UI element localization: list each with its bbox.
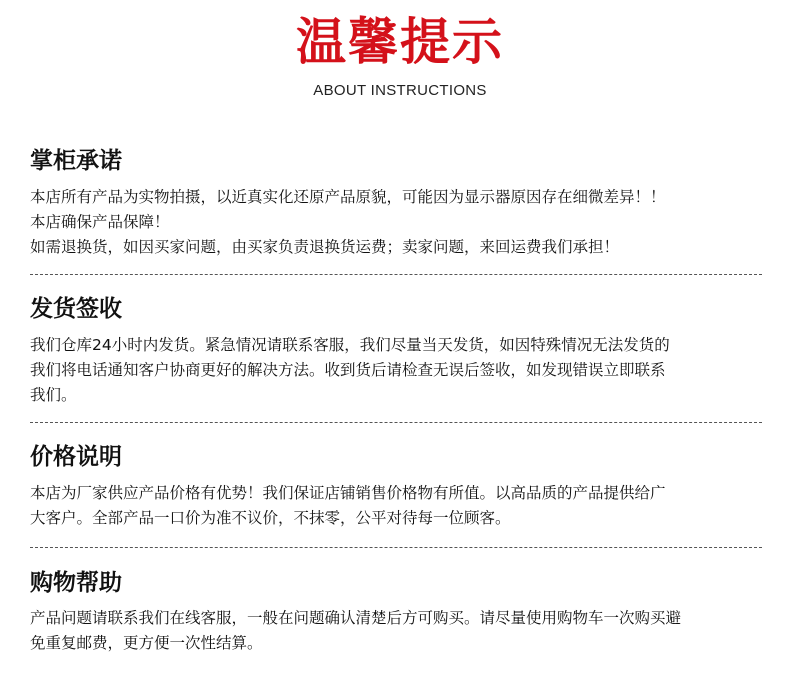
body-line: 本店确保产品保障！ — [30, 213, 170, 231]
section-body-promise — [30, 185, 770, 260]
body-line: 本店为厂家供应产品价格有优势！我们保证店铺销售价格物有所值。以高品质的产品提供给广 — [30, 484, 666, 502]
section-body-price — [30, 481, 770, 531]
body-line: 如需退换货，如因买家问题，由买家负责退换货运费；卖家问题，来回运费我们承担！ — [30, 238, 620, 256]
section-divider — [30, 274, 762, 275]
body-line: 本店所有产品为实物拍摄，以近真实化还原产品原貌，可能因为显示器原因存在细微差异！！ — [30, 188, 666, 206]
body-line: 产品问题请联系我们在线客服，一般在问题确认清楚后方可购买。请尽量使用购物车一次购买避 — [30, 609, 682, 627]
section-heading-help: 购物帮助 — [30, 570, 122, 596]
body-line: 我们将电话通知客户协商更好的解决方法。收到货后请检查无误后签收，如发现错误立即联系 — [30, 361, 666, 379]
body-line: 免重复邮费，更方便一次性结算。 — [30, 634, 263, 652]
section-body-shipping — [30, 333, 770, 408]
section-heading-promise: 掌柜承诺 — [30, 148, 122, 174]
page-subtitle: ABOUT INSTRUCTIONS — [313, 82, 487, 99]
section-divider — [30, 422, 762, 423]
body-line: 我们。 — [30, 386, 77, 404]
body-line: 我们仓库24小时内发货。紧急情况请联系客服，我们尽量当天发货，如因特殊情况无法发货的 — [30, 336, 670, 354]
section-divider — [30, 547, 762, 548]
section-heading-price: 价格说明 — [30, 444, 122, 470]
body-line: 大客户。全部产品一口价为准不议价，不抹零，公平对待每一位顾客。 — [30, 509, 511, 527]
page-title: 温馨提示 — [296, 13, 504, 71]
section-body-help — [30, 606, 770, 656]
section-heading-shipping: 发货签收 — [30, 296, 122, 322]
